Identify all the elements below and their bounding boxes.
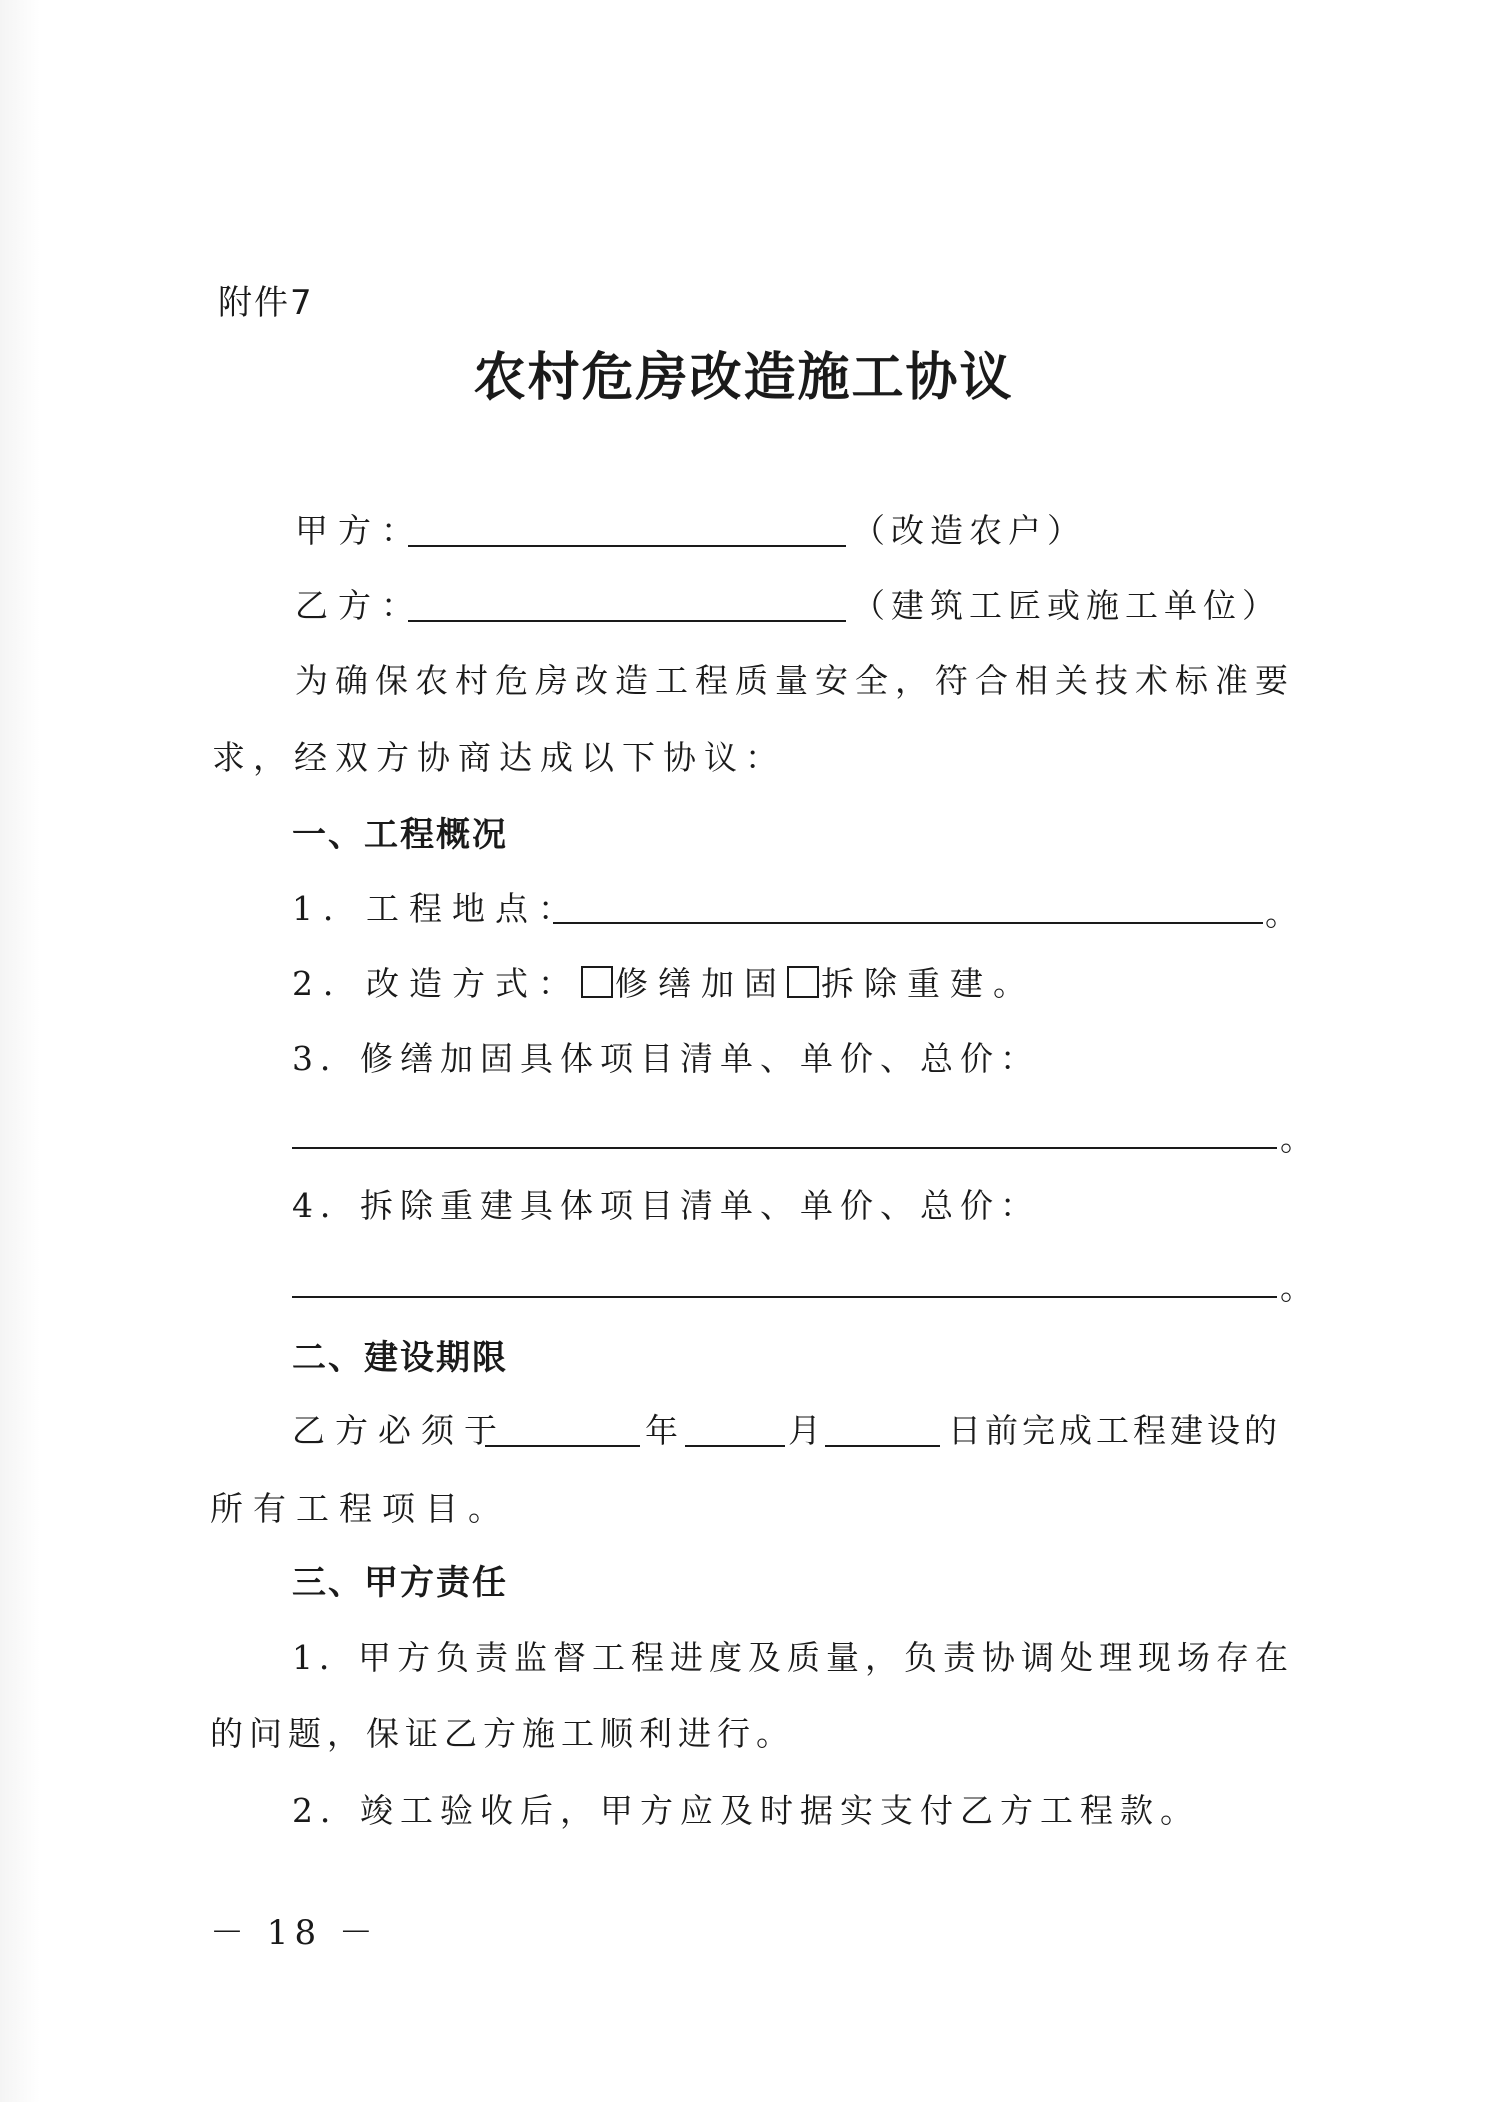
intro-line-1: 为确保农村危房改造工程质量安全，符合相关技术标准要 xyxy=(295,661,1295,700)
rebuild-list-label: 4．拆除重建具体项目清单、单价、总价： xyxy=(292,1186,1040,1225)
repair-list-end-mark: 。 xyxy=(1280,1119,1323,1158)
method-line xyxy=(292,958,1036,1005)
deadline-prefix: 乙方必须于 xyxy=(292,1411,507,1450)
deadline-line-2: 所有工程项目。 xyxy=(210,1489,511,1528)
party-b-note: （建筑工匠或施工单位） xyxy=(852,586,1281,625)
rebuild-list-blank[interactable] xyxy=(292,1296,1277,1298)
party-a-blank[interactable] xyxy=(408,545,846,547)
section-3-heading: 三、甲方责任 xyxy=(292,1563,508,1603)
intro-line-2: 求，经双方协商达成以下协议： xyxy=(212,738,786,777)
deadline-suffix: 日前完成工程建设的 xyxy=(948,1411,1281,1450)
party-a-label: 甲方： xyxy=(295,511,424,550)
deadline-month-blank[interactable] xyxy=(685,1445,785,1447)
method-label: 2．改造方式： xyxy=(292,964,581,1003)
deadline-year-blank[interactable] xyxy=(485,1445,640,1447)
party-b-blank[interactable] xyxy=(408,620,846,622)
repair-option-label: 修缮加固 xyxy=(615,964,787,1003)
deadline-year-label: 年 xyxy=(645,1411,688,1450)
page-number: － 18 － xyxy=(210,1913,379,1953)
deadline-month-label: 月 xyxy=(788,1411,831,1450)
deadline-day-blank[interactable] xyxy=(825,1445,940,1447)
rebuild-checkbox[interactable] xyxy=(787,966,819,998)
duty-1-line-2: 的问题，保证乙方施工顺利进行。 xyxy=(210,1714,795,1753)
repair-checkbox[interactable] xyxy=(581,966,613,998)
location-end-mark: 。 xyxy=(1265,894,1308,933)
section-2-heading: 二、建设期限 xyxy=(292,1338,508,1378)
document-title: 农村危房改造施工协议 xyxy=(473,348,1014,408)
location-label: 1．工程地点： xyxy=(292,889,581,928)
section-1-heading: 一、工程概况 xyxy=(292,815,508,855)
scan-edge xyxy=(0,0,40,2102)
duty-2: 2．竣工验收后，甲方应及时据实支付乙方工程款。 xyxy=(292,1791,1200,1830)
duty-1-line-1: 1．甲方负责监督工程进度及质量，负责协调处理现场存在 xyxy=(292,1638,1294,1677)
party-b-label: 乙方： xyxy=(295,586,424,625)
rebuild-list-end-mark: 。 xyxy=(1280,1268,1323,1307)
repair-list-blank[interactable] xyxy=(292,1147,1277,1149)
attachment-label: 附件7 xyxy=(218,283,314,323)
party-a-note: （改造农户） xyxy=(852,511,1086,550)
repair-list-label: 3．修缮加固具体项目清单、单价、总价： xyxy=(292,1039,1040,1078)
location-blank[interactable] xyxy=(553,922,1263,924)
rebuild-option-label: 拆除重建。 xyxy=(821,964,1036,1003)
